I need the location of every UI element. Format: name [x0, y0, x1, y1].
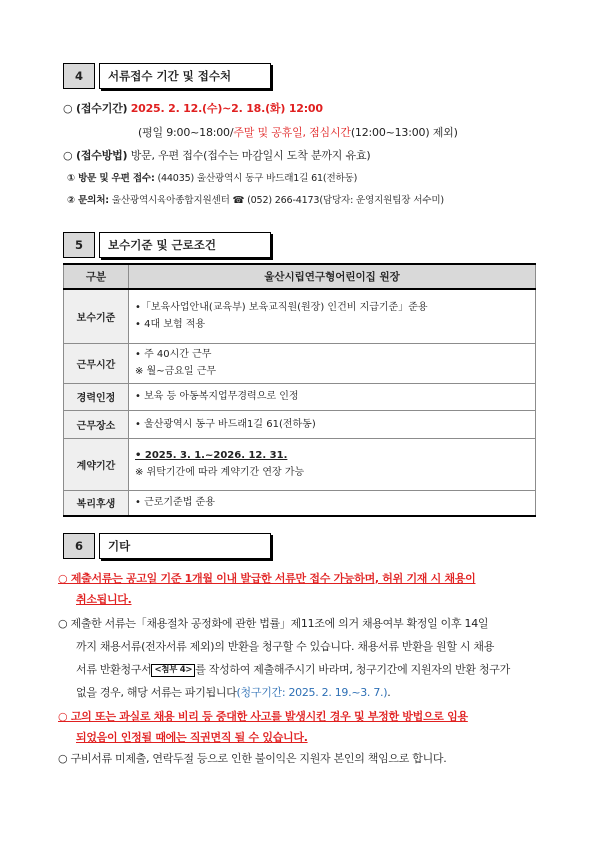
method-line [63, 147, 370, 163]
hours-prefix: (평일 9:00~18:00/ [138, 126, 234, 139]
notice-text: 서류 반환청구서 [76, 663, 152, 676]
notice-line: ○ 제출서류는 공고일 기준 1개월 이내 발급한 서류만 접수 가능하며, 허위 기재 시 채용이 [58, 572, 476, 585]
row-line: • 울산광역시 동구 바드래1길 61(전하동) [135, 418, 316, 430]
row-line: • 주 40시간 근무 [135, 349, 212, 360]
row-label: 경력인정 [64, 383, 129, 410]
table-row [64, 490, 536, 516]
notice-item-1 [58, 568, 548, 610]
table-row [64, 343, 536, 383]
notice-line: 되었음이 인정될 때에는 직권면직 될 수 있습니다. [76, 731, 308, 744]
contract-period: • 2025. 3. 1.~2026. 12. 31. [135, 450, 288, 461]
notice-line: ○ 고의 또는 과실로 채용 비리 등 중대한 사고를 발생시킨 경우 및 부정한 방법으로 임용 [58, 710, 468, 723]
row-line: ※ 위탁기간에 따라 계약기간 연장 가능 [135, 467, 305, 478]
row-label: 근무장소 [64, 410, 129, 438]
section-5-header [63, 232, 271, 258]
visit-text: (44035) 울산광역시 동구 바드래1길 61(전하동) [157, 173, 358, 184]
visit-label: ① 방문 및 우편 접수: [67, 173, 155, 184]
row-line: • 근로기준법 준용 [135, 497, 215, 509]
notice-item-3 [58, 706, 548, 748]
visit-line [67, 170, 357, 184]
hours-line [138, 124, 458, 140]
section-title: 기타 [99, 533, 271, 559]
section-title: 서류접수 기간 및 접수처 [99, 63, 271, 89]
notice-line: ○ 구비서류 미제출, 연락두절 등으로 인한 불이익은 지원자 본인의 책임으로 합니다. [58, 752, 447, 765]
inquiry-label: ② 문의처: [67, 195, 109, 206]
notice-text: 를 작성하여 제출해주시기 바라며, 청구기간에 지원자의 반환 청구가 [195, 663, 510, 676]
section-number: 4 [63, 63, 95, 89]
table-row [64, 383, 536, 410]
header-category: 구분 [64, 264, 129, 289]
row-value [129, 289, 536, 343]
row-line: •「보육사업안내(교육부) 보육교직원(원장) 인건비 지급기준」준용 [135, 302, 428, 314]
section-number: 6 [63, 533, 95, 559]
hours-red: 주말 및 공휴일, 점심시간 [233, 126, 351, 139]
period-value: 2025. 2. 12.(수)~2. 18.(화) 12:00 [130, 102, 323, 115]
row-label: 보수기준 [64, 289, 129, 343]
hours-suffix: (12:00~13:00) 제외) [350, 126, 458, 139]
notice-line: 까지 채용서류(전자서류 제외)의 반환을 청구할 수 있습니다. 채용서류 반환을 원할 시 채용 [76, 640, 495, 653]
notice-line: 취소됩니다. [76, 593, 132, 606]
table-row [64, 410, 536, 438]
claim-period: (청구기간: 2025. 2. 19.~3. 7.) [236, 686, 388, 699]
row-label: 복리후생 [64, 490, 129, 516]
notice-item-4 [58, 748, 548, 769]
period-line [63, 100, 323, 116]
inquiry-text: 울산광역시육아종합지원센터 ☎ (052) 266-4173(담당자: 운영지원팀장 서수미) [111, 195, 444, 206]
row-label: 근무시간 [64, 343, 129, 383]
row-value [129, 490, 536, 516]
row-value [129, 438, 536, 490]
row-value [129, 343, 536, 383]
notice-line: ○ 제출한 서류는「채용절차 공정화에 관한 법률」제11조에 의거 채용여부 확정일 이후 14일 [58, 617, 489, 630]
section-6-header [63, 533, 271, 559]
work-conditions-table [63, 263, 536, 517]
row-line: • 4대 보험 적용 [135, 319, 206, 331]
notice-text: 없을 경우, 해당 서류는 파기됩니다 [76, 686, 237, 699]
method-text: 방문, 우편 접수(접수는 마감일시 도착 분까지 유효) [130, 149, 371, 162]
row-line: ※ 월~금요일 근무 [135, 366, 217, 377]
section-4-header [63, 63, 271, 89]
row-label: 계약기간 [64, 438, 129, 490]
section-number: 5 [63, 232, 95, 258]
notice-line [58, 681, 548, 704]
header-position: 울산시립연구형어린이집 원장 [129, 264, 536, 289]
notice-item-2 [58, 612, 548, 704]
row-value [129, 410, 536, 438]
attachment-badge: <첨부 4> [151, 664, 195, 677]
inquiry-line [67, 192, 444, 206]
notice-text: . [387, 686, 391, 699]
notice-line [58, 658, 548, 681]
table-header-row [64, 264, 536, 289]
section-title: 보수기준 및 근로조건 [99, 232, 271, 258]
row-line: • 보육 등 아동복지업무경력으로 인정 [135, 391, 299, 402]
table-row [64, 289, 536, 343]
period-label: ○ (접수기간) [63, 102, 128, 115]
method-label: ○ (접수방법) [63, 149, 128, 162]
row-value [129, 383, 536, 410]
table-row [64, 438, 536, 490]
